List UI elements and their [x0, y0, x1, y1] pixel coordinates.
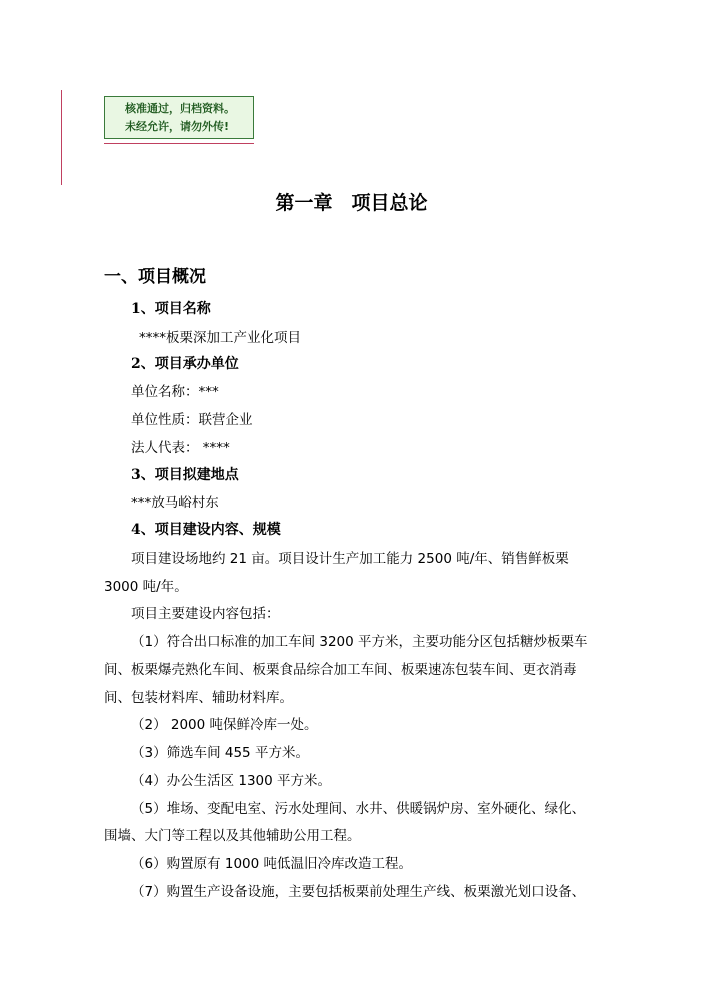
section-title: 一、项目概况: [104, 267, 206, 287]
item2: （2） 2000 吨保鲜冷库一处。: [131, 717, 318, 733]
item5-line2: 围墙、大门等工程以及其他辅助公用工程。: [104, 828, 361, 844]
subheading-organizer: 2、项目承办单位: [131, 356, 239, 372]
chapter-title: 第一章 项目总论: [275, 192, 428, 214]
para1-line1: 项目建设场地约 21 亩。项目设计生产加工能力 2500 吨/年、销售鲜板栗: [131, 551, 569, 567]
item4: （4）办公生活区 1300 平方米。: [131, 773, 332, 789]
item1-line1: （1）符合出口标准的加工车间 3200 平方米，主要功能分区包括糖炒板栗车: [131, 634, 588, 650]
item1-line2: 间、板栗爆壳熟化车间、板栗食品综合加工车间、板栗速冻包装车间、更衣消毒: [104, 662, 577, 678]
para1-line2: 3000 吨/年。: [104, 579, 188, 595]
stamp-line-2: 未经允许，请勿外传!: [125, 120, 230, 133]
stamp-line-1: 核准通过，归档资料。: [125, 102, 235, 115]
legal-representative: 法人代表： ****: [131, 440, 230, 456]
item3: （3）筛选车间 455 平方米。: [131, 745, 309, 761]
stamp-underline: [104, 143, 254, 144]
subheading-content: 4、项目建设内容、规模: [131, 522, 281, 538]
item1-line3: 间、包装材料库、辅助材料库。: [104, 690, 293, 706]
location-text: ***放马峪村东: [131, 495, 219, 511]
approval-stamp: [104, 96, 254, 139]
subheading-project-name: 1、项目名称: [131, 301, 211, 317]
subheading-location: 3、项目拟建地点: [131, 467, 239, 483]
item6: （6）购置原有 1000 吨低温旧冷库改造工程。: [131, 856, 413, 872]
item7-line1: （7）购置生产设备设施，主要包括板栗前处理生产线、板栗激光划口设备、: [131, 884, 586, 900]
project-name-text: ****板栗深加工产业化项目: [139, 330, 301, 346]
margin-line: [61, 90, 62, 185]
unit-name: 单位名称：***: [131, 384, 219, 400]
para2: 项目主要建设内容包括：: [131, 606, 280, 622]
unit-type: 单位性质：联营企业: [131, 412, 253, 428]
item5-line1: （5）堆场、变配电室、污水处理间、水井、供暖锅炉房、室外硬化、绿化、: [131, 801, 586, 817]
